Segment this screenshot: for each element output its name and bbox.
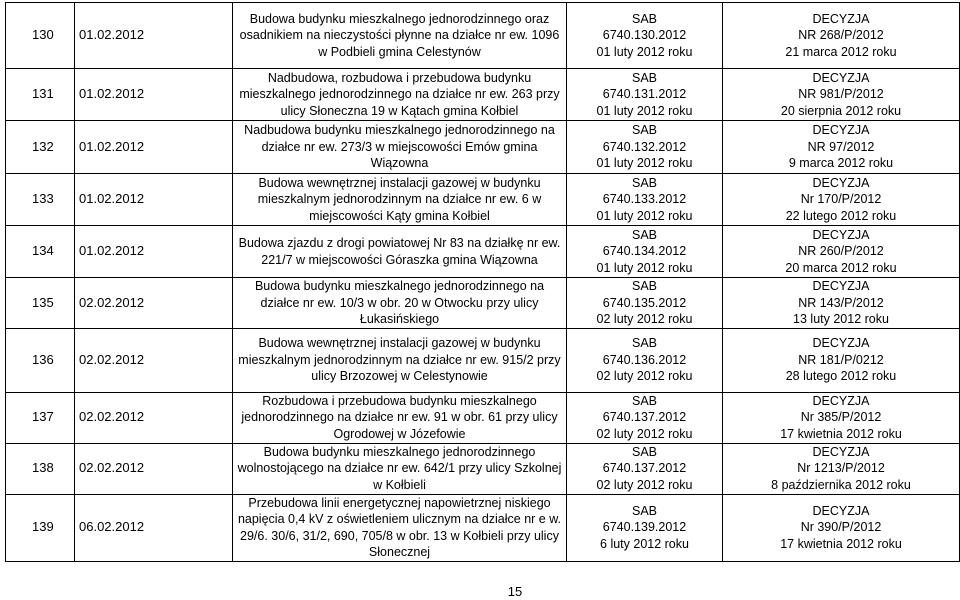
row-decision: DECYZJA NR 143/P/2012 13 luty 2012 roku (723, 278, 960, 329)
row-number: 136 (6, 328, 75, 392)
row-description: Przebudowa linii energetycznej napowietrznej niskiego napięcia 0,4 kV z oświetleniem ulicznym na działce nr e w. 29/6. 30/6, 31/2, 690, 705/8 w obr. 13 w Kołbieli przy ulicy Słonecznej (233, 494, 567, 561)
table-row (6, 443, 960, 494)
row-number: 139 (6, 494, 75, 561)
row-number: 134 (6, 226, 75, 278)
row-sab-reference: SAB 6740.137.2012 02 luty 2012 roku (567, 443, 723, 494)
row-description: Budowa wewnętrznej instalacji gazowej w budynku mieszkalnym jednorodzinnym na działce nr ew. 6 w miejscowości Kąty gmina Kołbiel (233, 174, 567, 226)
row-date: 06.02.2012 (75, 494, 233, 561)
table-row (6, 226, 960, 278)
row-decision: DECYZJA NR 981/P/2012 20 sierpnia 2012 roku (723, 69, 960, 121)
row-date: 02.02.2012 (75, 392, 233, 443)
table-row (6, 494, 960, 561)
row-date: 02.02.2012 (75, 443, 233, 494)
row-sab-reference: SAB 6740.130.2012 01 luty 2012 roku (567, 3, 723, 69)
row-description: Budowa wewnętrznej instalacji gazowej w budynku mieszkalnym jednorodzinnym na działce nr ew. 915/2 przy ulicy Brzozowej w Celestynowie (233, 328, 567, 392)
table-row (6, 121, 960, 174)
row-decision: DECYZJA NR 181/P/0212 28 lutego 2012 roku (723, 328, 960, 392)
row-number: 131 (6, 69, 75, 121)
row-decision: DECYZJA Nr 170/P/2012 22 lutego 2012 roku (723, 174, 960, 226)
row-number: 130 (6, 3, 75, 69)
row-decision: DECYZJA Nr 385/P/2012 17 kwietnia 2012 roku (723, 392, 960, 443)
row-date: 01.02.2012 (75, 226, 233, 278)
row-date: 01.02.2012 (75, 174, 233, 226)
row-date: 01.02.2012 (75, 121, 233, 174)
row-date: 01.02.2012 (75, 69, 233, 121)
row-description: Rozbudowa i przebudowa budynku mieszkalnego jednorodzinnego na działce nr ew. 91 w obr. 61 przy ulicy Ogrodowej w Józefowie (233, 392, 567, 443)
row-decision: DECYZJA Nr 1213/P/2012 8 października 2012 roku (723, 443, 960, 494)
row-sab-reference: SAB 6740.136.2012 02 luty 2012 roku (567, 328, 723, 392)
row-sab-reference: SAB 6740.134.2012 01 luty 2012 roku (567, 226, 723, 278)
table-row (6, 69, 960, 121)
row-sab-reference: SAB 6740.132.2012 01 luty 2012 roku (567, 121, 723, 174)
table-row (6, 392, 960, 443)
row-decision: DECYZJA NR 97/2012 9 marca 2012 roku (723, 121, 960, 174)
table-row (6, 278, 960, 329)
row-sab-reference: SAB 6740.135.2012 02 luty 2012 roku (567, 278, 723, 329)
row-date: 02.02.2012 (75, 328, 233, 392)
row-description: Budowa budynku mieszkalnego jednorodzinnego wolnostojącego na działce nr ew. 642/1 przy ulicy Szkolnej w Kołbieli (233, 443, 567, 494)
row-description: Budowa budynku mieszkalnego jednorodzinnego na działce nr ew. 10/3 w obr. 20 w Otwocku przy ulicy Łukasińskiego (233, 278, 567, 329)
row-decision: DECYZJA NR 268/P/2012 21 marca 2012 roku (723, 3, 960, 69)
register-table (5, 68, 960, 562)
row-number: 132 (6, 121, 75, 174)
row-sab-reference: SAB 6740.139.2012 6 luty 2012 roku (567, 494, 723, 561)
table-row (6, 3, 960, 69)
row-description: Budowa zjazdu z drogi powiatowej Nr 83 na działkę nr ew. 221/7 w miejscowości Góraszka gmina Wiązowna (233, 226, 567, 278)
row-number: 133 (6, 174, 75, 226)
row-date: 01.02.2012 (75, 3, 233, 69)
row-sab-reference: SAB 6740.131.2012 01 luty 2012 roku (567, 69, 723, 121)
row-description: Nadbudowa budynku mieszkalnego jednorodzinnego na działce nr ew. 273/3 w miejscowości Emów gmina Wiązowna (233, 121, 567, 174)
row-sab-reference: SAB 6740.137.2012 02 luty 2012 roku (567, 392, 723, 443)
row-sab-reference: SAB 6740.133.2012 01 luty 2012 roku (567, 174, 723, 226)
row-description: Budowa budynku mieszkalnego jednorodzinnego oraz osadnikiem na nieczystości płynne na działce nr ew. 1096 w Podbieli gmina Celestynów (233, 3, 567, 69)
row-number: 135 (6, 278, 75, 329)
register-table-top (5, 2, 960, 69)
table-row (6, 328, 960, 392)
row-number: 137 (6, 392, 75, 443)
row-decision: DECYZJA NR 260/P/2012 20 marca 2012 roku (723, 226, 960, 278)
page-number: 15 (507, 584, 523, 599)
table-row (6, 174, 960, 226)
row-date: 02.02.2012 (75, 278, 233, 329)
row-decision: DECYZJA Nr 390/P/2012 17 kwietnia 2012 roku (723, 494, 960, 561)
row-number: 138 (6, 443, 75, 494)
row-description: Nadbudowa, rozbudowa i przebudowa budynku mieszkalnego jednorodzinnego na działce nr ew. 263 przy ulicy Słoneczna 19 w Kątach gmina Kołbiel (233, 69, 567, 121)
